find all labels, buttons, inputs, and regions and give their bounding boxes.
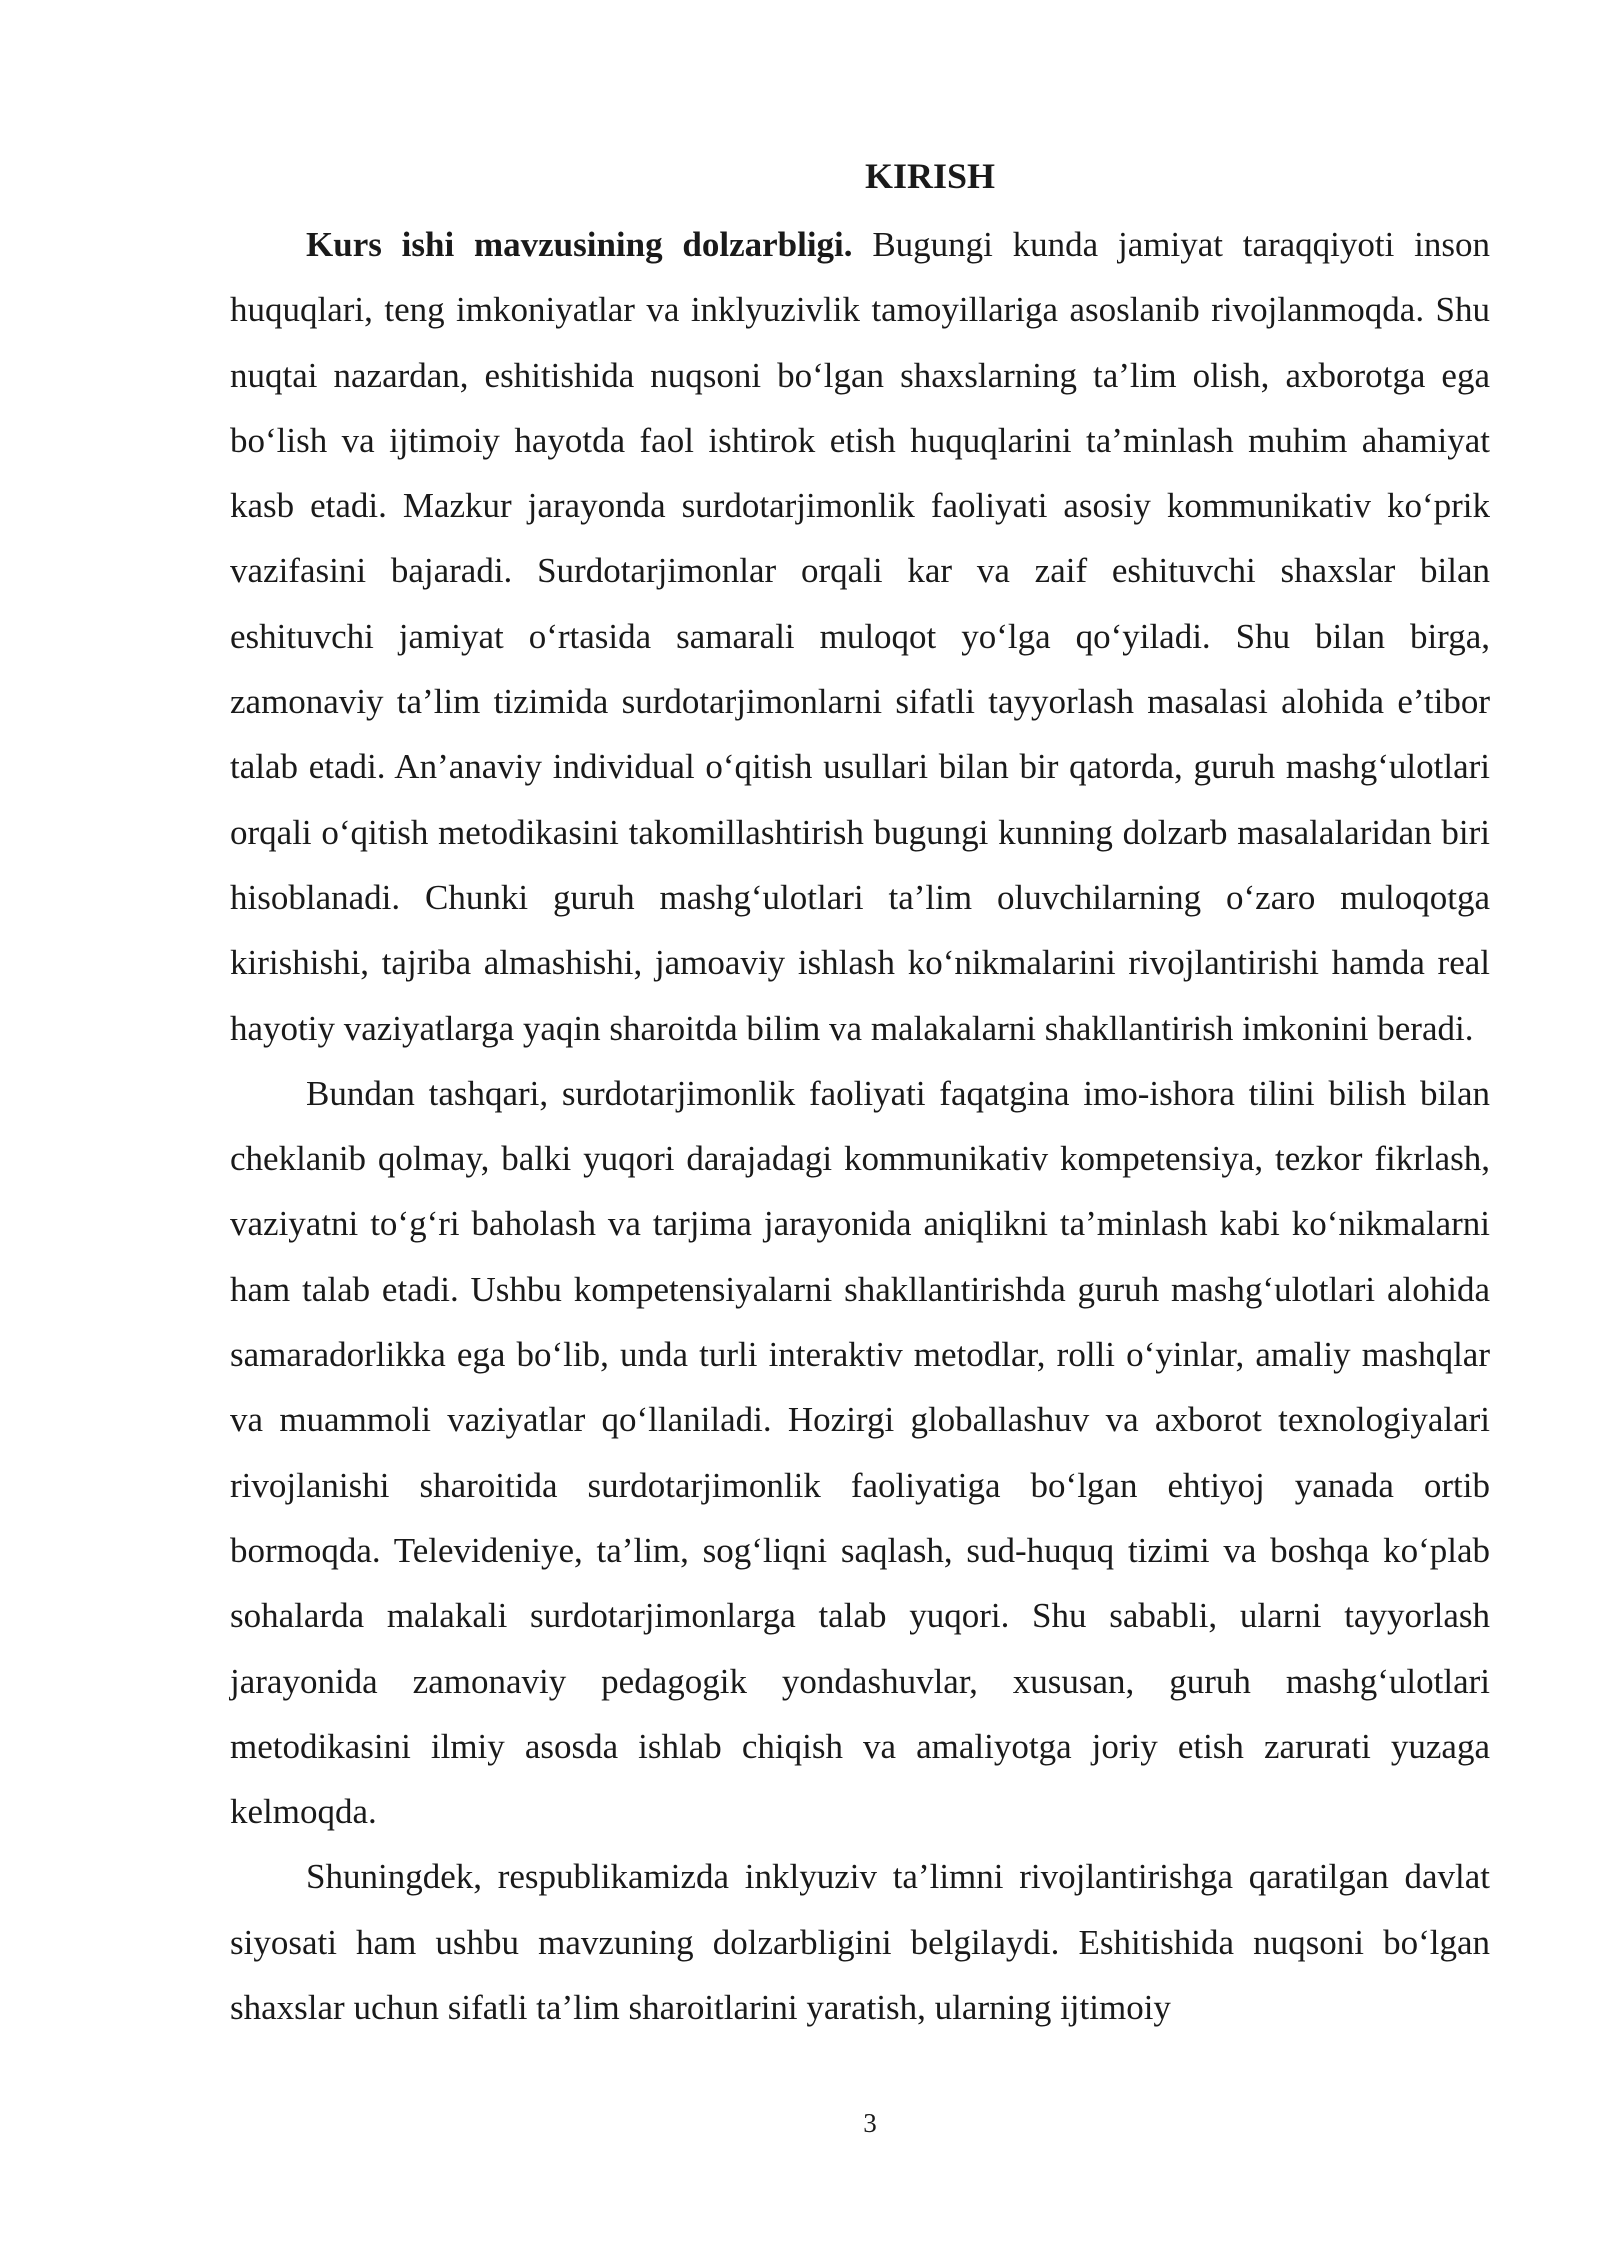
paragraph-text: Bugungi kunda jamiyat taraqqiyoti inson huquqlari, teng imkoniyatlar va inklyuzivlik tamoyillariga asoslanib rivojlanmoqda. Shu nuqtai nazardan, eshitishida nuqsoni bo‘lgan shaxslarning ta’lim olish, axborotga ega bo‘lish va ijtimoiy hayotda faol ishtirok etish huquqlarini ta’minlash muhim ahamiyat kasb etadi. Mazkur jarayonda surdotarjimonlik faoliyati asosiy kommunikativ ko‘prik vazifasini bajaradi. Surdotarjimonlar orqali kar va zaif eshituvchi shaxslar bilan eshituvchi jamiyat o‘rtasida samarali muloqot yo‘lga qo‘yiladi. Shu bilan birga, zamonaviy ta’lim tizimida surdotarjimonlarni sifatli tayyorlash masalasi alohida e’tibor talab etadi. An’anaviy individual o‘qitish usullari bilan bir qatorda, guruh mashg‘ulotlari orqali o‘qitish metodikasini takomillashtirish bugungi kunning dolzarb masalalaridan biri hisoblanadi. Chunki guruh mashg‘ulotlari ta’lim oluvchilarning o‘zaro muloqotga kirishishi, tajriba almashishi, jamoaviy ishlash ko‘nikmalarini rivojlantirishi hamda real hayotiy vaziyatlarga yaqin sharoitda bilim va malakalarni shakllantirish imkonini beradi.: [230, 225, 1490, 1048]
paragraph-competencies: Bundan tashqari, surdotarjimonlik faoliyati faqatgina imo-ishora tilini bilish bilan cheklanib qolmay, balki yuqori darajadagi kommunikativ kompetensiya, tezkor fikrlash, vaziyatni to‘g‘ri baholash va tarjima jarayonida aniqlikni ta’minlash kabi ko‘nikmalarni ham talab etadi. Ushbu kompetensiyalarni shakllantirishda guruh mashg‘ulotlari alohida samaradorlikka ega bo‘lib, unda turli interaktiv metodlar, rolli o‘yinlar, amaliy mashqlar va muammoli vaziyatlar qo‘llaniladi. Hozirgi globallashuv va axborot texnologiyalari rivojlanishi sharoitida surdotarjimonlik faoliyatiga bo‘lgan ehtiyoj yanada ortib bormoqda. Televideniye, ta’lim, sog‘liqni saqlash, sud-huquq tizimi va boshqa ko‘plab sohalarda malakali surdotarjimonlarga talab yuqori. Shu sababli, ularni tayyorlash jarayonida zamonaviy pedagogik yondashuvlar, xususan, guruh mashg‘ulotlari metodikasini ilmiy asosda ishlab chiqish va amaliyotga joriy etish zarurati yuzaga kelmoqda.: [230, 1073, 1490, 1832]
paragraph-relevance: [230, 212, 1490, 1061]
page-number: 3: [863, 2108, 877, 2138]
section-title: KIRISH: [864, 156, 996, 196]
page-content: [230, 150, 1490, 2040]
paragraph-state-policy: Shuningdek, respublikamizda inklyuziv ta’limni rivojlantirishga qaratilgan davlat siyosati ham ushbu mavzuning dolzarbligini belgilaydi. Eshitishida nuqsoni bo‘lgan shaxslar uchun sifatli ta’lim sharoitlarini yaratish, ularning ijtimoiy: [230, 1857, 1490, 2028]
paragraph-lead: Kurs ishi mavzusining dolzarbligi.: [306, 225, 853, 264]
